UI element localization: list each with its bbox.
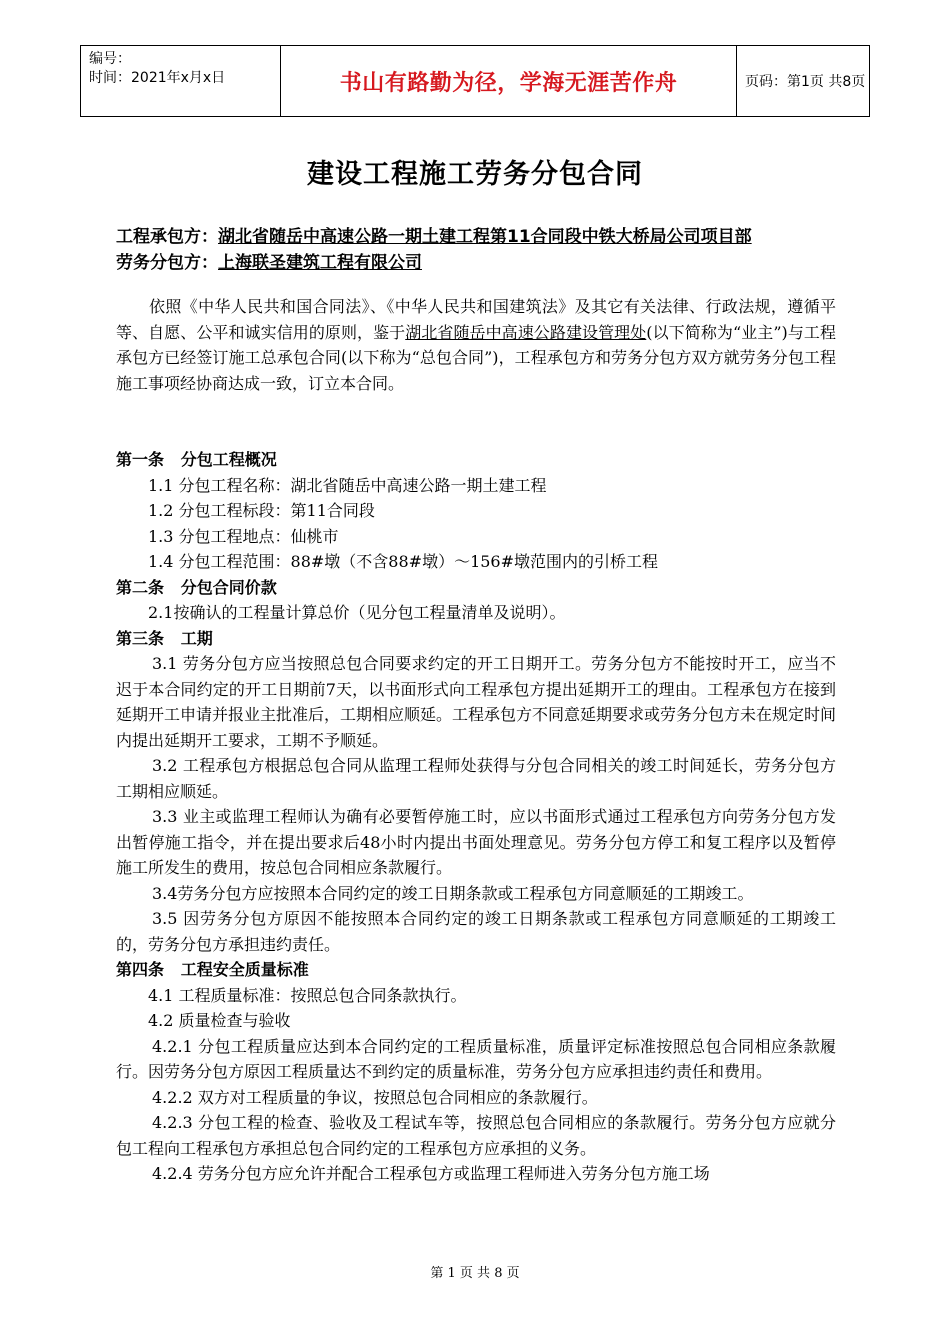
article-4-subitem: 4.2.4 劳务分包方应允许并配合工程承包方或监理工程师进入劳务分包方施工场	[152, 1164, 710, 1183]
page-footer: 第 1 页 共 8 页	[430, 1266, 520, 1281]
article-4-subitem: 4.2.3 分包工程的检查、验收及工程试车等，按照总包合同相应的条款履行。劳务分包方应就分包工程向工程承包方承担总包合同约定的工程承包方应承担的义务。	[116, 1113, 836, 1158]
intro-text-2: (以下简称为“业主”)与工程承包方已经签订施工总承包合同(以下称为“总包合同”)，工程承包方和劳务分包方双方就劳务分包工程施工事项经协商达成一致，订立本合同。	[116, 322, 836, 393]
intro-paragraph-block	[116, 294, 836, 396]
article-1-item: 1.3 分包工程地点：仙桃市	[148, 526, 339, 546]
article-1-heading: 第一条 分包工程概况	[116, 450, 277, 469]
article-4-item: 4.1 工程质量标准：按照总包合同条款执行。	[148, 985, 467, 1005]
contractor-line	[116, 222, 752, 247]
article-3-item: 3.1 劳务分包方应当按照总包合同要求约定的开工日期开工。劳务分包方不能按时开工，应当不迟于本合同约定的开工日期前7天，以书面形式向工程承包方提出延期开工的理由。工程承包方在接到延期开工申请并报业主批准后，工期相应顺延。工程承包方不同意延期要求或劳务分包方未在规定时间内提出延期开工要求，工期不予顺延。	[116, 654, 837, 750]
contractor-label: 工程承包方：	[116, 227, 218, 247]
article-3-heading: 第三条 工期	[116, 628, 213, 648]
subcontractor-value: 上海联圣建筑工程有限公司	[218, 253, 422, 273]
document-number-label: 编号：	[89, 51, 131, 67]
header-table	[80, 45, 870, 117]
article-1-item: 1.4 分包工程范围：88#墩（不含88#墩）～156#墩范围内的引桥工程	[148, 552, 659, 571]
contract-articles	[116, 447, 836, 1187]
intro-text-1: 依照《中华人民共和国合同法》、《中华人民共和国建筑法》及其它有关法律、行政法规，遵循平等、自愿、公平和诚实信用的原则，鉴于	[116, 297, 836, 342]
document-title: 建设工程施工劳务分包合同	[307, 159, 643, 190]
document-date: 时间：2021年x月x日	[89, 70, 226, 86]
subcontractor-label: 劳务分包方：	[116, 253, 218, 273]
article-3-item: 3.5 因劳务分包方原因不能按照本合同约定的竣工日期条款或工程承包方同意顺延的工期竣工的，劳务分包方承担违约责任。	[116, 909, 836, 954]
header-meta	[81, 46, 281, 116]
article-4-subitem: 4.2.2 双方对工程质量的争议，按照总包合同相应的条款履行。	[152, 1087, 598, 1107]
contractor-value: 湖北省随岳中高速公路一期土建工程第11合同段中铁大桥局公司项目部	[218, 227, 752, 247]
article-4-subitem: 4.2.1 分包工程质量应达到本合同约定的工程质量标准，质量评定标准按照总包合同相应条款履行。因劳务分包方原因工程质量达不到约定的质量标准，劳务分包方应承担违约责任和费用。	[116, 1036, 836, 1081]
article-4-heading: 第四条 工程安全质量标准	[116, 960, 309, 979]
intro-paragraph	[116, 294, 836, 396]
subcontractor-line	[116, 248, 422, 273]
header-page-info: 页码：第1页 共8页	[745, 74, 866, 90]
header-motto: 书山有路勤为径，学海无涯苦作舟	[281, 46, 737, 116]
article-3-item: 3.3 业主或监理工程师认为确有必要暂停施工时，应以书面形式通过工程承包方向劳务分包方发出暂停施工指令，并在提出要求后48小时内提出书面处理意见。劳务分包方停工和复工程序以及暂停施工所发生的费用，按总包合同相应条款履行。	[116, 807, 836, 877]
article-4-item: 4.2 质量检查与验收	[148, 1011, 291, 1030]
article-3-item: 3.2 工程承包方根据总包合同从监理工程师处获得与分包合同相关的竣工时间延长，劳务分包方工期相应顺延。	[116, 756, 836, 801]
article-2-item: 2.1按确认的工程量计算总价（见分包工程量清单及说明）。	[148, 603, 566, 622]
article-2-heading: 第二条 分包合同价款	[116, 577, 277, 597]
article-1-item: 1.2 分包工程标段：第11合同段	[148, 501, 375, 520]
article-1-item: 1.1 分包工程名称：湖北省随岳中高速公路一期土建工程	[148, 475, 547, 495]
intro-owner-name: 湖北省随岳中高速公路建设管理处	[405, 322, 647, 342]
article-3-item: 3.4劳务分包方应按照本合同约定的竣工日期条款或工程承包方同意顺延的工期竣工。	[152, 883, 754, 903]
